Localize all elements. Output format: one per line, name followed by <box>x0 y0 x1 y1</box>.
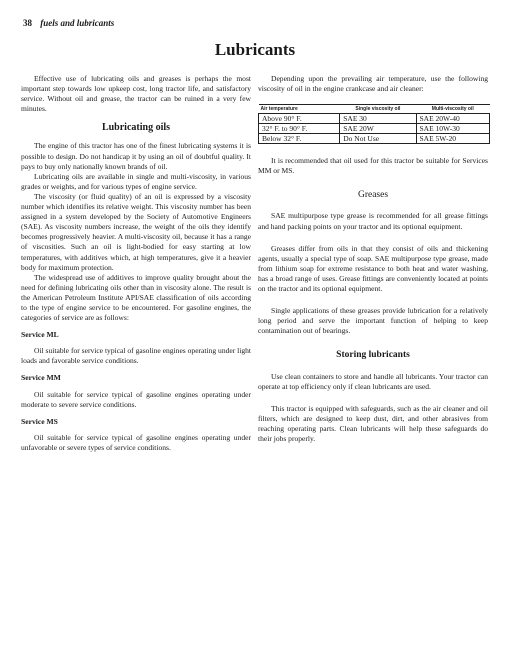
greases-paragraph-1: SAE multipurpose type grease is recommended for all grease fittings and hand packing points on your tractor and its optional equipment. <box>258 211 488 231</box>
page-title: Lubricants <box>214 40 296 59</box>
left-column <box>21 74 251 453</box>
table-header: Single viscosity oil <box>340 105 416 114</box>
service-mm-text: Oil suitable for service typical of gasoline engines operating under moderate to severe service conditions. <box>21 389 251 409</box>
storing-paragraph-2: This tractor is equipped with safeguards, such as the air cleaner and oil filters, which are designed to keep dust, dirt, and other abrasives from reaching operating parts. Clean lubricants will help these safeguards do their jobs properly. <box>258 403 488 443</box>
service-ml-text: Oil suitable for service typical of gasoline engines operating under light loads and favorable service conditions. <box>21 346 251 366</box>
table-cell: Do Not Use <box>340 134 416 144</box>
table-cell: Below 32° F. <box>259 134 340 144</box>
table-cell: Above 90° F. <box>259 114 340 124</box>
oils-paragraph-4: The widespread use of additives to improve quality brought about the need for defining lubricating oils other than in viscosity alone. The result is the American Petroleum Institute API/SAE classification of oils according to the type of engine service to be encountered. For gasoline engines, the categories of service are as follows: <box>21 272 251 323</box>
page-number: 38 <box>23 18 32 28</box>
service-ms-text: Oil suitable for service typical of gasoline engines operating under unfavorable or severe types of service conditions. <box>21 432 251 452</box>
temperature-paragraph: Depending upon the prevailing air temperature, use the following viscosity of oil in the engine crankcase and air cleaner: <box>258 74 488 94</box>
right-column <box>258 74 488 444</box>
table-cell: SAE 5W-20 <box>416 134 489 144</box>
oils-paragraph-3: The viscosity (or fluid quality) of an oil is expressed by a viscosity number which identifies its relative weight. This viscosity number has been assigned in a system developed by the Society of Automotive Engineers (SAE). As viscosity numbers increase, the weight of the oils they identify becomes progressively heavier. A multi-viscosity oil, because it has a range of viscosities. Such an oil is light-bodied for easy starting at low temperatures, with additives which, at high temperatures, give it a heavier body for maximum protection. <box>21 191 251 272</box>
page-header <box>23 18 114 28</box>
section-name: fuels and lubricants <box>40 18 115 28</box>
lubricating-oils-heading: Lubricating oils <box>101 122 171 134</box>
table-row <box>259 114 490 124</box>
greases-paragraph-2: Greases differ from oils in that they consist of oils and thickening agents, usually a special type of soap. SAE multipurpose type grease, made from lithium soap for extreme resistance to both heat and water washing, has a broad range of uses. Grease fittings are conveniently located at points on the tractor and its optional equipment. <box>258 243 488 294</box>
storing-lubricants-heading: Storing lubricants <box>336 350 410 361</box>
table-cell: SAE 20W-40 <box>416 114 489 124</box>
table-header: Multi-viscosity oil <box>416 105 489 114</box>
service-mm-heading: Service MM <box>21 373 61 383</box>
viscosity-table <box>258 104 490 144</box>
oils-paragraph-2: Lubricating oils are available in single and multi-viscosity, in various grades or weights, and for various types of engine service. <box>21 171 251 191</box>
storing-paragraph-1: Use clean containers to store and handle all lubricants. Your tractor can operate at top efficiency only if clean lubricants are used. <box>258 371 488 391</box>
table-cell: SAE 10W-30 <box>416 124 489 134</box>
table-header: Air temperature <box>259 105 340 114</box>
greases-paragraph-3: Single applications of these greases provide lubrication for a relatively long period and serve the important function of helping to keep contamination out of bearings. <box>258 306 488 336</box>
service-ms-heading: Service MS <box>21 416 58 426</box>
recommendation-paragraph: It is recommended that oil used for this tractor be suitable for Services MM or MS. <box>258 156 488 176</box>
intro-paragraph: Effective use of lubricating oils and greases is perhaps the most important step towards low upkeep cost, long tractor life, and satisfactory service. Without oil and grease, the tractor can be ruined in a very few minutes. <box>21 74 251 114</box>
table-header-row <box>259 105 490 114</box>
table-cell: 32° F. to 90° F. <box>259 124 340 134</box>
table-cell: SAE 20W <box>340 124 416 134</box>
table-cell: SAE 30 <box>340 114 416 124</box>
table-row <box>259 124 490 134</box>
greases-heading: Greases <box>357 190 389 201</box>
table-row <box>259 134 490 144</box>
oils-paragraph-1: The engine of this tractor has one of the finest lubricating systems it is possible to design. Do not handicap it by using an oil of doubtful quality. It pays to buy only nationally known brands of oil. <box>21 141 251 171</box>
service-ml-heading: Service ML <box>21 330 59 340</box>
